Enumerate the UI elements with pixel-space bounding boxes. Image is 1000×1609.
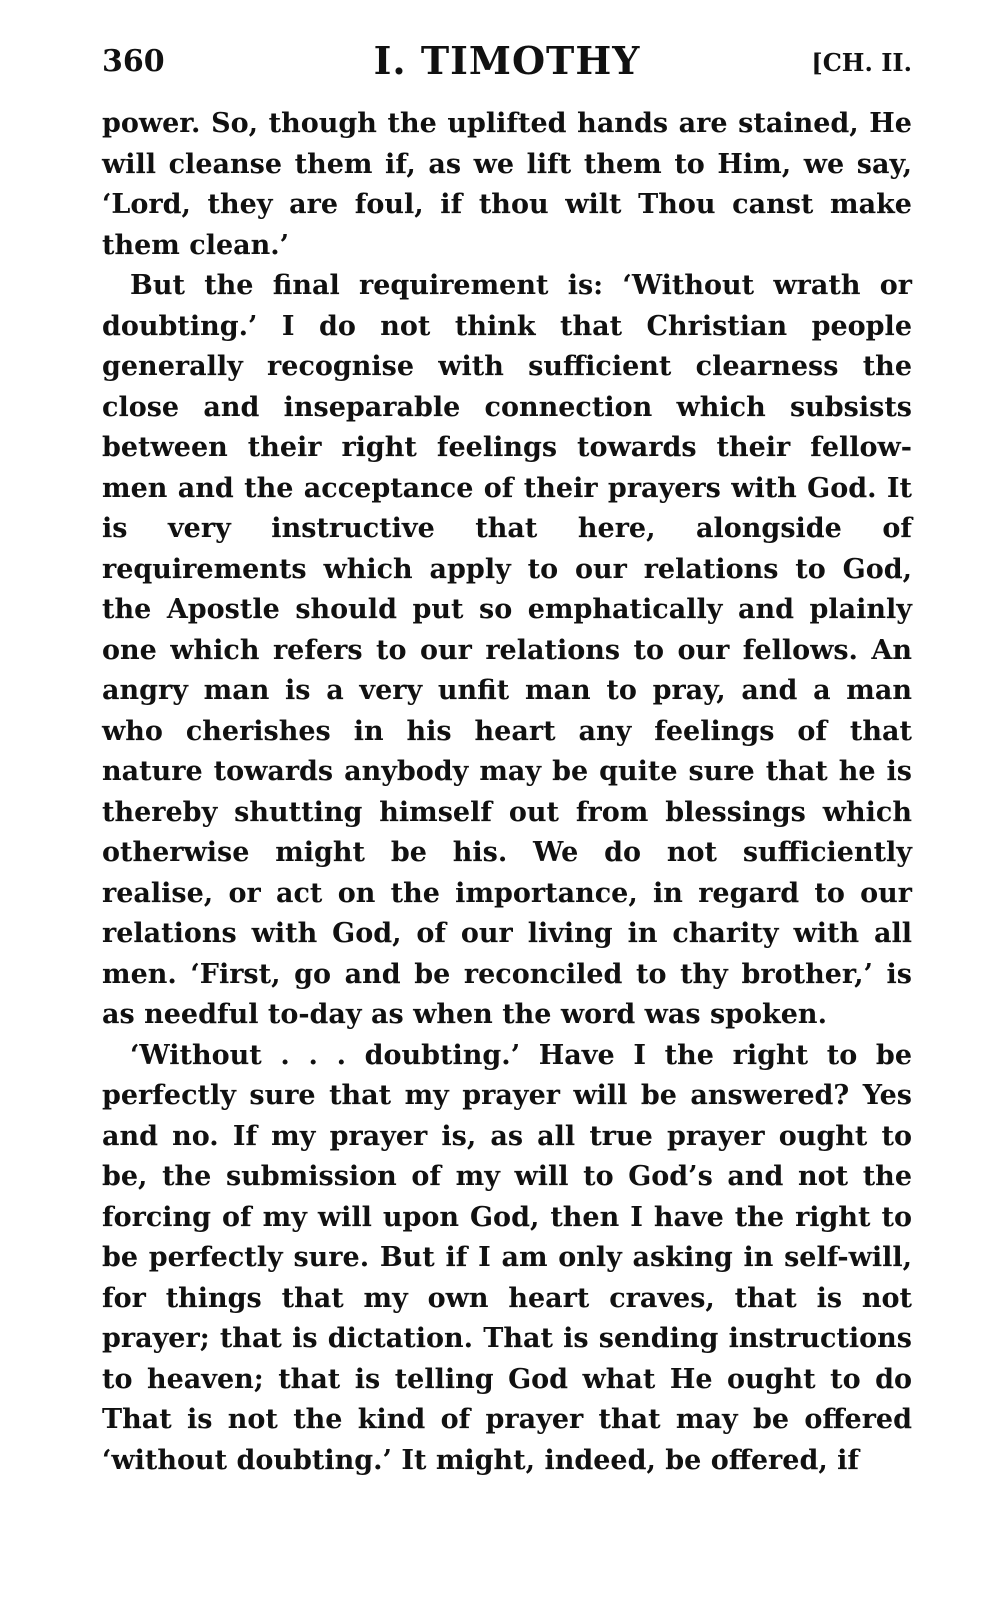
page-number: 360	[102, 44, 165, 79]
chapter-reference: [CH. II.	[811, 48, 912, 77]
page-header	[102, 38, 912, 94]
book-page	[102, 38, 912, 1481]
paragraph-continued: power. So, though the uplifted hands are stained, He will cleanse them if, as we lift them to Him, we say, ‘Lord, they are foul, if thou wilt Thou canst make them clean.’	[102, 108, 912, 261]
paragraph-doubting: ‘Without . . . doubting.’ Have I the right to be perfectly sure that my prayer will be answered? Yes and no. If my prayer is, as all true prayer ought to be, the submission of my will to God’s and not the forcing of my will upon God, then I have the right to be perfectly sure. But if I am only asking in self-will, for things that my own heart craves, that is not prayer; that is dictation. That is sending instructions to heaven; that is telling God what He ought to do That is not the kind of prayer that may be offered ‘without doubting.’ It might, indeed, be offered, if	[102, 1039, 912, 1476]
paragraph-wrath: But the final requirement is: ‘Without wrath or doubting.’ I do not think that Christian people generally recognise with sufficient clearness the close and inseparable connection which subsists between their right feelings towards their fellow-men and the acceptance of their prayers with God. It is very instructive that here, alongside of requirements which apply to our relations to God, the Apostle should put so emphatically and plainly one which refers to our relations to our fellows. An angry man is a very unfit man to pray, and a man who cherishes in his heart any feelings of that nature towards anybody may be quite sure that he is thereby shutting himself out from blessings which otherwise might be his. We do not sufficiently realise, or act on the importance, in regard to our relations with God, of our living in charity with all men. ‘First, go and be reconciled to thy brother,’ is as needful to-day as when the word was spoken.	[102, 270, 912, 1030]
body-text	[102, 104, 912, 1481]
running-title: I. TIMOTHY	[373, 38, 641, 83]
